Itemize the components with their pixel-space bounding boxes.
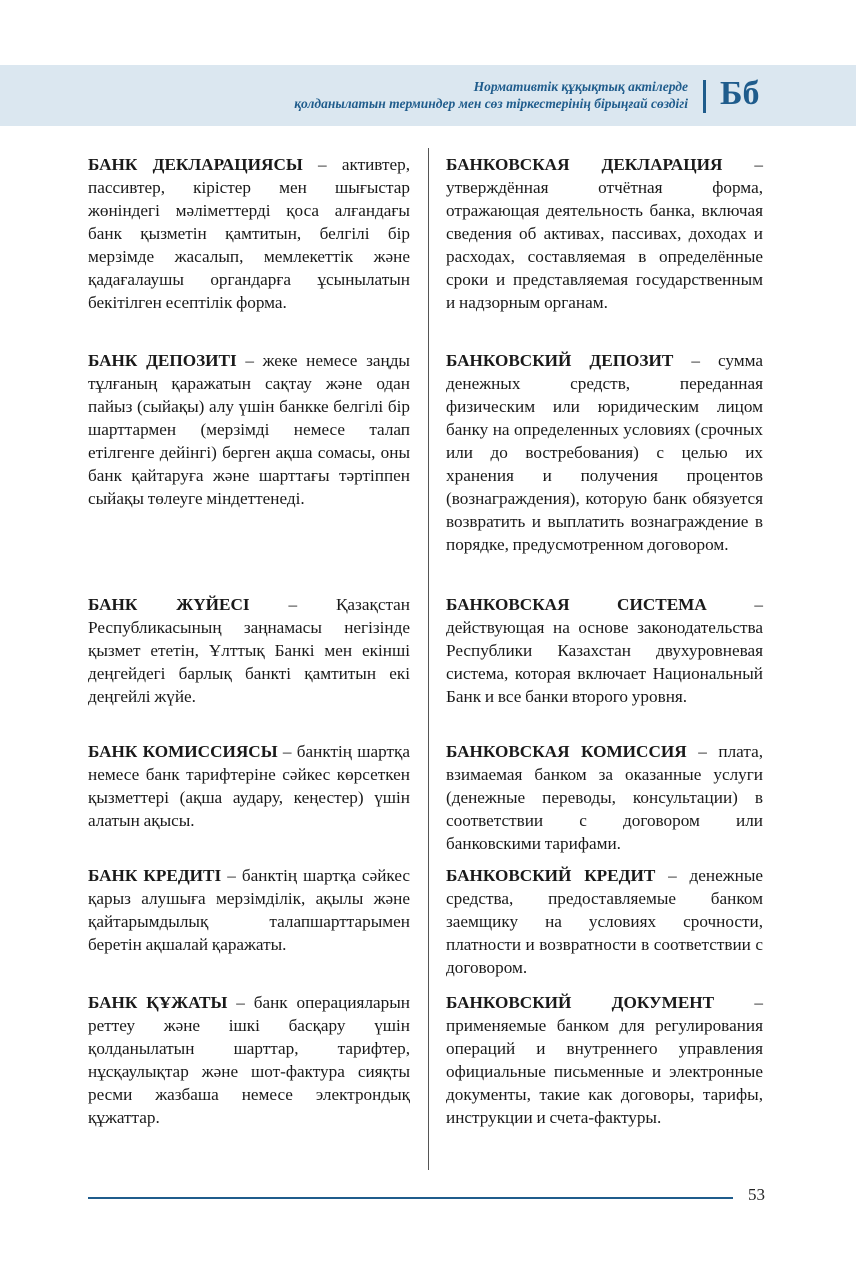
entry-ru-term: БАНКОВСКИЙ ДЕПОЗИТ [446,351,674,370]
entry-kz-definition: – банктің шартқа немесе банк тарифтеріне сәйкес көрсеткен қызметтері (ақша аудару, кеңестер) үшін алатын ақысы. [88,742,410,830]
entry-kz-term: БАНК ЖҮЙЕСІ [88,595,250,614]
entry-ru-definition: – плата, взимаемая банком за оказанные услуги (денежные переводы, консультации) в соответствии с договором или банковскими тарифами. [446,742,763,853]
entry-ru-definition: – сумма денежных средств, переданная физическим или юридическим лицом банку на определенных условиях (срочных или до востребования) с целью их хранения и получения процентов (вознаграждения), которую банк обязуется возвратить и выплатить вознаграждение в порядке, предусмотренном договором. [446,351,763,554]
entry-kz-2 [88,349,410,510]
entry-kz-definition: – активтер, пассивтер, кірістер мен шығыстар жөніндегі мәліметтерді қоса алғандағы банк қызметін қамтитын, белгілі бір мерзімде жасалып, мемлекеттік және қадағалаушы органдарға ұсынылатын бекітілген есептілік форма. [88,155,410,312]
page-number: 53 [748,1185,765,1204]
entry-ru-3 [446,593,763,708]
entry-ru-definition: – применяемые банком для регулирования операций и внутреннего управления официальные письменные и электронные документы, такие как договоры, тарифы, инструкции и счета-фактуры. [446,993,763,1127]
entry-ru-term: БАНКОВСКАЯ КОМИССИЯ [446,742,687,761]
entry-kz-5 [88,864,410,956]
entry-ru-term: БАНКОВСКИЙ ДОКУМЕНТ [446,993,715,1012]
header-title [294,78,688,112]
entry-kz-definition: – жеке немесе заңды тұлғаның қаражатын сақтау және одан пайыз (сыйақы) алу үшін банкке белгілі бір шарттармен (мерзімді немесе талап етілгенге дейінгі) берген ақша сомасы, оны банк қайтаруға және шарттағы тәртіппен сыйақы төлеуге міндеттенеді. [88,351,410,508]
entry-kz-term: БАНК ҚҰЖАТЫ [88,993,228,1012]
entry-kz-definition: – банк операцияларын реттеу және ішкі басқару үшін қолданылатын шарттар, тарифтер, нұсқаулықтар және шот-фактура сияқты ресми жазбаша немесе электрондық құжаттар. [88,993,410,1127]
entry-kz-definition: – банктің шартқа сәйкес қарыз алушыға мерзімділік, ақылы және қайтарымдылық талапшарттарымен беретін ақшалай қаражаты. [88,866,411,954]
entry-kz-4 [88,740,410,832]
entry-ru-1 [446,153,763,314]
header-separator [703,80,706,113]
column-divider [428,148,429,1170]
entry-ru-definition: – действующая на основе законодательства Республики Казахстан двухуровневая система, которая включает Национальный Банк и все банки второго уровня. [446,595,763,706]
entry-ru-4 [446,740,763,855]
entry-kz-term: БАНК КРЕДИТІ [88,866,222,885]
entry-kz-3 [88,593,410,708]
entry-kz-term: БАНК ДЕКЛАРАЦИЯСЫ [88,155,303,174]
entry-ru-6 [446,991,763,1129]
section-letter: Бб [720,75,760,112]
footer-rule [88,1197,733,1199]
entry-kz-term: БАНК ДЕПОЗИТІ [88,351,237,370]
entry-kz-1 [88,153,410,314]
entry-kz-6 [88,991,410,1129]
header-title-line2: қолданылатын терминдер мен сөз тіркестерінің бірыңғай сөздігі [294,96,688,111]
header-title-line1: Нормативтік құқықтық актілерде [473,79,688,94]
entry-ru-definition: – денежные средства, предоставляемые банком заемщику на условиях срочности, платности и возвратности в соответствии с договором. [446,866,764,977]
entry-kz-term: БАНК КОМИССИЯСЫ [88,742,278,761]
entry-ru-term: БАНКОВСКАЯ СИСТЕМА [446,595,707,614]
entry-ru-term: БАНКОВСКАЯ ДЕКЛАРАЦИЯ [446,155,723,174]
entry-ru-term: БАНКОВСКИЙ КРЕДИТ [446,866,656,885]
entry-ru-5 [446,864,763,979]
entry-ru-definition: – утверждённая отчётная форма, отражающая деятельность банка, включая сведения об активах, пассивах, доходах и расходах, составляемая в определённые сроки и представляемая государственным и надзорным органам. [446,155,763,312]
entry-kz-definition: – Қазақстан Республикасының заңнамасы негізінде қызмет ететін, Ұлттық Банкі мен екінші деңгейдегі барлық банкті қамтитын екі деңгейлі жүйе. [88,595,410,706]
entry-ru-2 [446,349,763,556]
